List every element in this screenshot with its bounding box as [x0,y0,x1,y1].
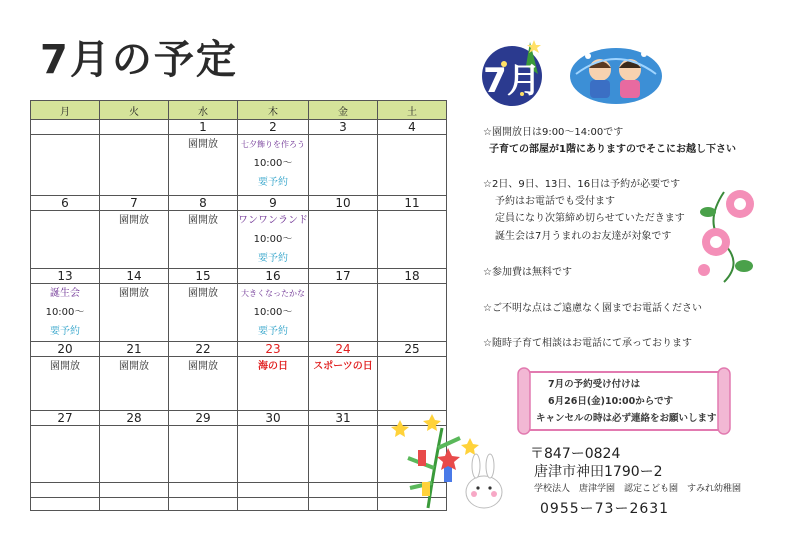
calendar-event-cell [169,135,238,196]
calendar-date-cell: 24 [309,342,378,357]
calendar-event-cell [100,135,169,196]
postal-code: 〒847ー0824 [530,446,621,462]
info-line: 子育ての部屋が1階にありますのでそこにお越し下さい [489,144,736,155]
calendar-event-text: 10:00～ [253,307,293,318]
calendar-event-cell [378,284,447,342]
calendar-date-cell: 17 [309,269,378,284]
calendar-date-cell [309,483,378,498]
calendar-event-text: 10:00～ [253,234,293,245]
calendar-event-cell [238,211,309,269]
calendar-event-row [31,357,447,411]
info-line: 誕生会は7月うまれのお友達が対象です [495,231,672,242]
calendar-date-cell: 10 [309,196,378,211]
calendar-event-text: 海の日 [258,361,288,372]
calendar-date-row [31,411,447,426]
calendar-event-text: 七夕飾りを作ろう [241,140,305,149]
calendar-event-text: 要予約 [50,326,80,337]
calendar-event-row [31,498,447,511]
calendar-header-row [31,101,447,120]
calendar-event-cell [31,135,100,196]
notice-line: 7月の予約受け付けは [548,379,641,390]
calendar-event-cell [238,135,309,196]
calendar-event-text: 要予約 [258,253,288,264]
calendar-event-text: 誕生会 [50,288,80,299]
calendar-event-cell [31,498,100,511]
calendar-event-text: 園開放 [188,361,218,372]
calendar-date-row [31,120,447,135]
calendar-event-cell [309,426,378,483]
calendar-date-cell: 31 [309,411,378,426]
calendar-event-cell [309,135,378,196]
calendar-event-cell [238,498,309,511]
calendar-event-row [31,135,447,196]
calendar-date-cell: 23 [238,342,309,357]
calendar-event-cell [100,211,169,269]
calendar-event-text: 園開放 [50,361,80,372]
calendar-event-text: 園開放 [119,361,149,372]
calendar-date-cell: 2 [238,120,309,135]
calendar-event-cell [238,284,309,342]
calendar-date-cell: 11 [378,196,447,211]
calendar-date-cell [169,483,238,498]
calendar-date-cell [100,483,169,498]
calendar-date-cell [238,483,309,498]
calendar-event-text: ワンワンランド [238,215,308,226]
calendar-date-cell: 14 [100,269,169,284]
morning-glory-illustration [694,182,758,286]
calendar-event-cell [238,357,309,411]
calendar-date-cell: 9 [238,196,309,211]
calendar-date-cell: 21 [100,342,169,357]
header-sat: 土 [378,101,447,120]
emblem-label: 7月 [483,61,541,101]
calendar-date-cell: 7 [100,196,169,211]
calendar-date-cell: 6 [31,196,100,211]
calendar-event-cell [169,211,238,269]
header-wed: 水 [169,101,238,120]
header-thu: 木 [238,101,309,120]
calendar-event-text: 要予約 [258,177,288,188]
calendar-date-cell: 27 [31,411,100,426]
calendar-event-row [31,284,447,342]
calendar-event-cell [169,498,238,511]
school-name: 学校法人 唐津学園 認定こども園 すみれ幼稚園 [534,484,742,494]
calendar-date-row [31,196,447,211]
calendar-event-text: 園開放 [119,215,149,226]
calendar-event-cell [238,426,309,483]
info-line: 予約はお電話でも受付ます [495,196,615,207]
calendar-date-cell [31,483,100,498]
calendar-date-cell: 8 [169,196,238,211]
calendar-event-cell [169,357,238,411]
calendar-event-text: 10:00～ [45,307,85,318]
notice-text [536,376,717,427]
calendar-date-cell: 20 [31,342,100,357]
calendar-event-text: スポーツの日 [313,361,373,372]
calendar-date-cell: 30 [238,411,309,426]
calendar-event-cell [31,211,100,269]
calendar-date-row [31,342,447,357]
calendar-event-cell [100,284,169,342]
calendar-event-cell [100,357,169,411]
calendar-event-cell [100,498,169,511]
calendar-event-text: 園開放 [188,288,218,299]
calendar-event-cell [31,357,100,411]
calendar-date-cell: 1 [169,120,238,135]
notice-line: 6月26日(金)10:00からです [548,396,674,407]
calendar-event-cell [309,284,378,342]
contact-block [530,445,741,521]
notice-line: キャンセルの時は必ず連絡をお願いします [536,413,717,424]
header-tue: 火 [100,101,169,120]
orihime-hikoboshi-illustration [568,44,664,106]
calendar-date-cell: 18 [378,269,447,284]
calendar-event-cell [378,357,447,411]
calendar-event-text: 10:00～ [253,158,293,169]
calendar-event-cell [169,284,238,342]
header-mon: 月 [31,101,100,120]
calendar-date-row [31,269,447,284]
calendar-event-text: 園開放 [188,139,218,150]
calendar-event-cell [309,357,378,411]
page-title: 7月の予定 [40,37,238,83]
calendar-event-text: 園開放 [188,215,218,226]
calendar-event-cell [378,211,447,269]
calendar-date-cell [31,120,100,135]
calendar-date-cell: 25 [378,342,447,357]
info-line: ☆随時子育て相談はお電話にて承っております [483,338,692,349]
calendar-date-cell [100,120,169,135]
calendar-date-row [31,483,447,498]
calendar-date-cell: 29 [169,411,238,426]
calendar-event-text: 園開放 [119,288,149,299]
calendar-event-row [31,211,447,269]
calendar-event-text: 大きくなったかな [241,289,305,298]
calendar-event-text: 要予約 [258,326,288,337]
calendar-event-cell [31,284,100,342]
july-emblem [478,36,548,112]
info-line: ☆園開放日は9:00～14:00です [483,127,624,138]
tanabata-bamboo-illustration [388,408,518,518]
info-line: ☆2日、9日、13日、16日は予約が必要です [483,179,681,190]
address-text: 唐津市神田1790ー2 [534,464,663,480]
calendar-event-cell [100,426,169,483]
info-line: 定員になり次第締め切らせていただきます [495,213,685,224]
calendar-event-row [31,426,447,483]
calendar-event-cell [31,426,100,483]
calendar-date-cell: 3 [309,120,378,135]
calendar-event-cell [309,211,378,269]
phone-number: 0955ー73ー2631 [540,501,670,517]
calendar-event-cell [309,498,378,511]
calendar-date-cell: 15 [169,269,238,284]
header-fri: 金 [309,101,378,120]
calendar-date-cell: 16 [238,269,309,284]
info-line: ☆ご不明な点はご遠慮なく園までお電話ください [483,303,702,314]
calendar-date-cell: 13 [31,269,100,284]
calendar-table [30,100,447,511]
calendar-date-cell: 22 [169,342,238,357]
calendar-event-cell [378,135,447,196]
calendar-date-cell: 4 [378,120,447,135]
calendar-event-cell [169,426,238,483]
info-line: ☆参加費は無料です [483,267,572,278]
calendar-date-cell: 28 [100,411,169,426]
